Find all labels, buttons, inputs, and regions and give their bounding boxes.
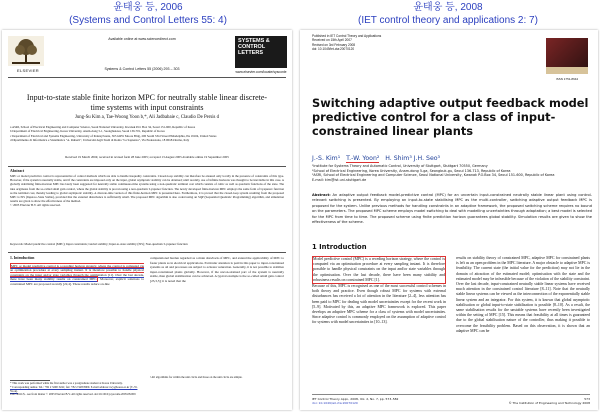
page-footer (312, 394, 590, 405)
left-caption-line2: (Systems and Control Letters 55: 4) (69, 15, 227, 26)
left-caption-line1: 윤태웅 등, 2006 (113, 2, 183, 13)
author: J.-S. Kim¹ (312, 155, 341, 162)
affiliation: c Department of Electrical and Systems Engineering, University of Pennsylvania, 365 GRW Moore Bldg, 200 South 33rd Street Philadelphia, PA 19104, United States (10, 133, 217, 138)
journal-cover-image (546, 38, 588, 74)
left-caption (0, 1, 296, 27)
section-heading: 1 Introduction (312, 243, 367, 251)
author-list: Jung-Su Kim a, Tae-Woong Yoon b,*, Ali Jadbabaie c, Claudio De Persis d (74, 115, 219, 120)
body-column-2 (150, 256, 284, 284)
author: H. Shim³ J.H. Seo³ (385, 155, 441, 162)
highlighted-passage: MPC or model predictive control is a receding horizon strategy, where the control is computed via an optimization procedure at every sampling instant. It is therefore possible to handle physical constraints on the input and/or state variables through the optimization [11]. Over the last decade, there have been many stability results on constrained MPC. (10, 263, 144, 282)
header-line: Published in IET Control Theory and Applications (312, 34, 382, 38)
header-line: Revised on 3rd February 2008 (312, 42, 356, 47)
left-paper-page (2, 30, 292, 410)
affiliation: ¹Institute for Systems Theory and Automatic Control, University of Stuttgart, Stuttgart 70550, Germany (312, 164, 488, 168)
affiliation: b Department of Electrical Engineering, Korea University, Anam-dong 5-1, Seongbuk-ku, Seoul 136-701, Republic of Korea (10, 129, 165, 134)
right-caption-line1: 윤태웅 등, 2008 (413, 2, 483, 13)
journal-line: Systems & Control Letters 55 (2006) 293 – 303 (104, 67, 180, 71)
abstract-text: MPC or model predictive control is representative of control methods which are able to handle inequality constraints. Closed-loop stability can therefore be ensured only locally in the presence of constraints of this type. However, if the system is neutrally stable, and if the constraints are imposed only on the input, global asymptotic stability can be obtained; until recently, use of infinite horizons was thought to be inevitable in this case. A globally stabilizing finite-horizon MPC has lately been suggested for neutrally stable continuous-time systems using a non-quadratic terminal cost which consists of cubic as well as quadratic functions of the state. The idea originates from the so-called small gain control, where the global stability is proven using a non-quadratic Lyapunov function. The newly developed finite-horizon MPC employs the same form of Lyapunov function as the terminal cost, thereby leading to global asymptotic stability. A discrete-time version of this finite-horizon MPC is presented here. Furthermore, it is proved that the closed-loop system resulting from the proposed MPC is ISS (Input-to-State Stable), provided that the external disturbance is sufficiently small. The proposed MPC algorithm is also coded using an SQP (Sequential Quadratic Programming) algorithm, and simulation results are given to show the effectiveness of the method. (10, 174, 284, 204)
abstract-text: An adaptive output feedback model-predictive control (MPC) for an uncertain input-constrained neutrally stable linear plant using control-relevant switching is presented. By employing an input-to-state stabilising MPC as the multi-controller, switching adaptive output feedback MPC is proposed for the system. Unlike previous methods for handling constraints in an adaptive framework, the proposed switching scheme requires no bound on the parameters. The proposed MPC scheme employs model switching to deal with modelling uncertainties through adaptation; a best model is selected for the MPC from time to time. The proposed scheme using finite prediction horizon guarantees global stability. Simulation results are given to show the effectiveness of the scheme. (312, 193, 592, 225)
issn: ISSN 1751-8644 (555, 77, 579, 81)
body-column-1 (10, 256, 144, 287)
right-paper-page (300, 30, 598, 410)
column-text: computational burden regarded as a main drawback of MPC, and extend the applicability of MPC to faster plants as in electrical applications. Particular attention is paid in this paper to input-constrained systems as oil and processes are subject to actuator saturation. Generally, it is not possible to stabilize input-constrained plants globally. However, if the uncon-strained part of the system is neutrally stable, than global stabilization can be achieved. A typical example is the so-called small gain control [23,3,5]; it is noted that the (150, 256, 284, 283)
highlighted-passage: Model predictive control (MPC) is a receding horizon strategy, where the control is computed via an optimisation procedure at every sampling instant. It is therefore possible to handle physical constraints on the input and/or state variables through the optimisation. Over the last decade, there have been many stability and robustness results on constrained MPC [1]. (312, 256, 446, 284)
footnote: * This work was performed while the first author was a postgraduate student at Korea University. (10, 381, 123, 385)
availability-line: Available online at www.sciencedirect.com (108, 37, 176, 41)
body-column-1 (312, 256, 446, 326)
footnotes (10, 382, 144, 397)
footnote-corresponding: * Corresponding author. Tel.: +82 2 3290 3241; fax: +82 2 928 8909. E-mail address: twy@korea.ac.kr (T.-W. Yoon). (10, 384, 138, 393)
affiliation: ³ASRI, School of Electrical Engineering and Computer Science, Seoul National University, Kwanak P.O.Box 34, Seoul 151-600, Republic of Korea (312, 173, 555, 178)
right-caption (300, 1, 596, 27)
paper-title: Switching adaptive output feedback model predictive control for a class of input-constrained linear plants (312, 96, 589, 138)
affiliations (312, 164, 592, 182)
author-highlighted: T.-W. Yoon² (346, 155, 380, 162)
footer-doi: doi: 10.1049/iet-cta:20070120 (312, 401, 358, 406)
affiliation: d Dipartimento di Informatica e Sistemistica "A. Ruberti", Università degli Studi di Roma "La Sapienza", Via Eudossiana, 18 00184 Roma, Italy (10, 137, 190, 142)
header-line: doi: 10.1049/iet-cta:20070120 (312, 47, 355, 52)
abstract-body (312, 193, 592, 225)
publication-header (312, 34, 462, 52)
header-rule (8, 77, 286, 78)
affiliation: ²School of Electrical Engineering, Korea University, Anam-dong 5-ga, Seongbuk-gu, Seoul 136-713, Republic of Korea (312, 168, 511, 173)
journal-website: www.elsevier.com/locate/sysconle (235, 70, 287, 74)
affiliations (10, 125, 284, 142)
abstract-rule-top (8, 166, 286, 167)
body-column-2 (456, 256, 590, 334)
copyright: © 2005 Elsevier B.V. All rights reserved. (10, 203, 61, 208)
column-text: results on stability theory of constrained MPC, adaptive MPC for constrained plants is left as an open problem in the MPC literature. A major obstacle to adaptive MPC is feasibility. The current state (the initial value for the prediction) may not lie in the domain of attraction of the estimated model; optimisation with the state and the estimated model may be infeasible because of the violation of the stability constraint. Over the last decade, input-constrained neutrally stable linear systems have received much attention in the constrained control literature [8–11]. Note that the neutrally stable linear systems can be viewed as the interconnection of the exponentially stable linear system and an integrator. For this system, it is known that global asymptotic stabilisation or global input-to-state stabilisation is possible [8–10]. As a result, the same stabilisation results for the unstable systems have recently been investigated within the setting of MPC [15]. This means that feasibility at all times is guaranteed due to the global stabilisation nature of the controller, thus making it possible to overcome the feasibility problem. Based on this observation, it is shown that an adaptive MPC can be (456, 256, 590, 333)
author-list (312, 155, 592, 162)
keywords: Keywords: Model predictive control (MPC); Input constraints; Global stability; Input-to-state stability (ISS); Non-quadratic Lyapunov function (10, 242, 188, 246)
affiliation: E-mail: kim@ist.uni-stuttgart.de (312, 177, 367, 182)
abstract-body (10, 174, 284, 208)
publisher-name: ELSEVIER (17, 68, 39, 73)
footnote-col2: ¹ All algorithms for within the unit circle and those on the unit circle are simple. (150, 375, 243, 379)
section-heading: 1. Introduction (10, 256, 35, 260)
right-caption-line2: (IET control theory and applications 2: 7) (358, 15, 538, 26)
page-number: 573 (584, 397, 590, 401)
elsevier-tree-logo (8, 36, 44, 66)
abstract-heading: Abstract (10, 169, 25, 173)
footer-copyright: © The Institution of Engineering and Technology 2008 (508, 401, 590, 406)
received-dates: Received 19 March 2004; received in revised form 28 June 2005; accepted 13 August 2005 Available online 19 September 2005 (65, 155, 229, 159)
header-line: Received on 15th April 2007 (312, 38, 352, 43)
journal-logo: SYSTEMS & CONTROL LETTERS (235, 36, 287, 68)
abstract-rule-bottom (8, 252, 286, 253)
column-text: Moreover, explicit solutions to constrained MPC are proposed recently [22,4]. These results reduce on-line (10, 277, 144, 286)
paper-title: Input-to-state stable finite horizon MPC for neutrally stable linear discrete-time systems with input constraints (26, 93, 268, 112)
abstract-label: Abstract: (312, 193, 331, 197)
footnote: 0167-6911/$ - see front matter © 2005 Elsevier B.V. All rights reserved. doi:10.1016/j.sysconle.2005.08.009 (10, 392, 136, 397)
affiliation: a ASRI, School of Electrical Engineering and Computer Science, Seoul National University, Kwanak P.O. Box 34, Seoul 151-600, Republic of Korea (10, 125, 196, 129)
footer-citation: IET Control Theory Appl., 2008, Vol. 2, No. 7, pp. 573–582 (312, 397, 399, 401)
column-text: Because of this, MPC is recognised as one of the most successful control schemes in both theory and practice. Even though robust MPC for systems with external disturbances has received a lot of attention in the literature [2–4], less attention has been paid to MPC for dealing with model uncertainties except for the recent work in [5–9]. Motivated by this, an adaptive MPC framework is explored. This paper develops an adaptive MPC scheme for a class of systems with model uncertainties. Since adaptive control is commonly employed on the assumption of adaptive control for systems with model uncertainties in [10–13]. (312, 284, 446, 325)
